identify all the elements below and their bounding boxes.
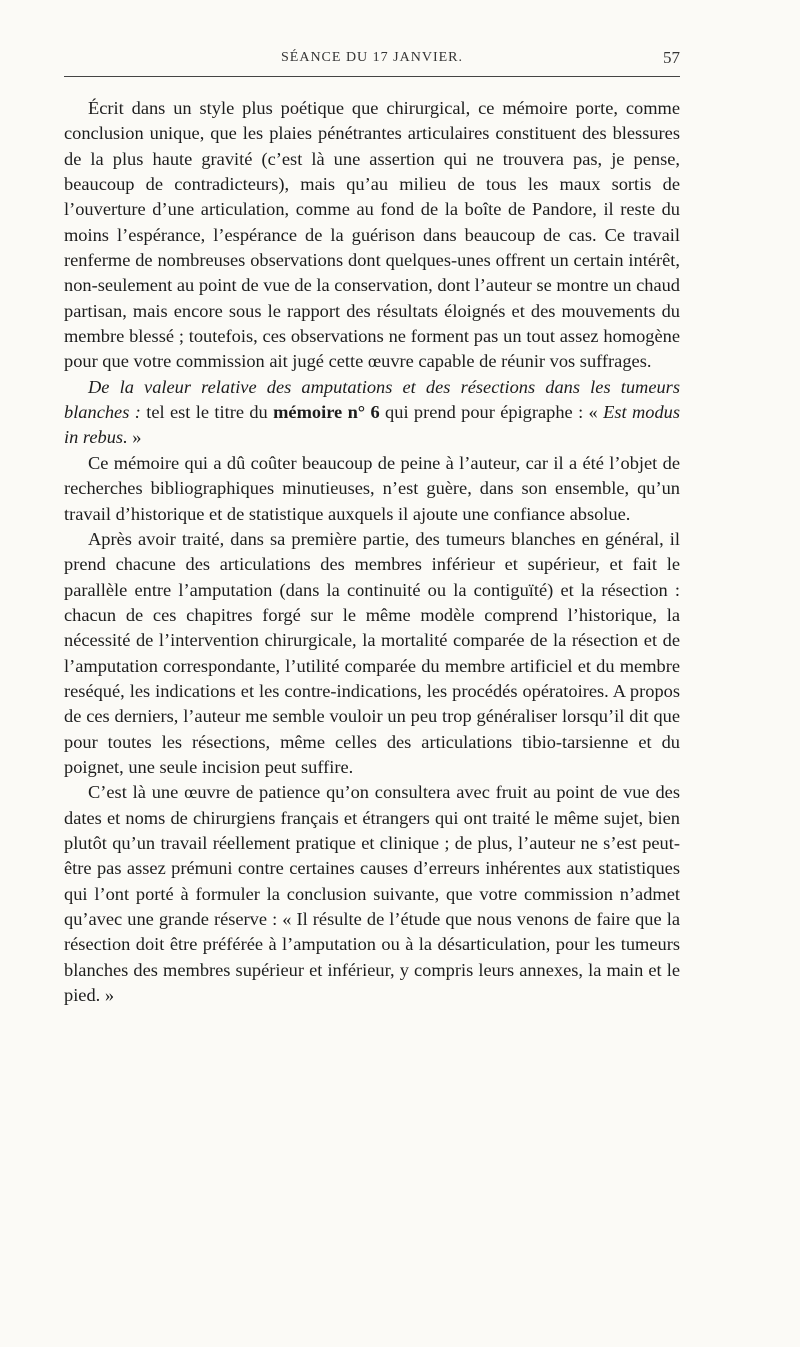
memoir-number: mémoire n° 6 xyxy=(273,402,380,423)
paragraph-2 xyxy=(64,375,680,451)
paragraph-2-text-b: qui prend pour épigraphe : « xyxy=(379,402,604,423)
paragraph-5: C’est là une œuvre de patience qu’on consultera avec fruit au point de vue des dates et noms de chirurgiens français et étrangers qui ont traité le même sujet, bien plutôt qu’un travail réellement pratique et clinique ; de plus, l’auteur ne s’est peut-être pas assez prémuni contre certaines causes d’erreurs inhérentes aux statistiques qui l’ont porté à formuler la conclusion suivante, que votre commission n’admet qu’avec une grande réserve : « Il résulte de l’étude que nous venons de faire que la résection doit être préférée à l’amputation ou à la désarticulation, pour les tumeurs blanches des membres supérieur et inférieur, y compris leurs annexes, la main et le pied. » xyxy=(64,782,680,1006)
paragraph-2-closing: » xyxy=(127,427,142,448)
page-number: 57 xyxy=(663,48,680,67)
memoir-title: De la valeur relative des amputations et des résections dans les tumeurs blanches : xyxy=(64,376,680,423)
running-head xyxy=(64,50,680,74)
running-title: SÉANCE DU 17 JANVIER. xyxy=(281,50,463,65)
paragraph-2-text-a: tel est le titre du xyxy=(140,402,274,423)
epigraph: Est modus in rebus. xyxy=(64,402,680,448)
paragraph-1: Écrit dans un style plus poétique que chirurgical, ce mémoire porte, comme conclusion unique, que les plaies pénétrantes articulaires constituent des blessures de la plus haute gravité (c’est là une assertion qui ne trouvera pas, je pense, beaucoup de contradicteurs), mais qu’au milieu de tous les maux sortis de l’ouverture d’une articulation, comme au fond de la boîte de Pandore, il reste du moins l’espérance, l’espérance de la guérison dans beaucoup de cas. Ce travail renferme de nombreuses observations dont quelques-unes offrent un certain intérêt, non-seulement au point de vue de la conservation, dont l’auteur se montre un chaud partisan, mais encore sous le rapport des résultats éloignés et des mouvements du membre blessé ; toutefois, ces observations ne forment pas un tout assez homogène pour que votre commission ait jugé cette œuvre capable de réunir vos suffrages. xyxy=(64,98,680,372)
paragraph-4: Après avoir traité, dans sa première partie, des tumeurs blanches en général, il prend chacune des articulations des membres inférieur et supérieur, et fait le parallèle entre l’amputation (dans la continuité ou la contiguïté) et la résection : chacun de ces chapitres forgé sur le même modèle comprend l’historique, la nécessité de l’intervention chirurgicale, la mortalité comparée de la résection et de l’amputation correspondante, l’utilité comparée du membre artificiel et du membre reséqué, les indications et les contre-indications, les procédés opératoires. A propos de ces derniers, l’auteur me semble vouloir un peu trop généraliser lorsqu’il dit que pour toutes les résections, même celles des articulations tibio-tarsienne et du poignet, une seule incision peut suffire. xyxy=(64,528,680,777)
header-rule xyxy=(64,76,680,77)
paragraph-3: Ce mémoire qui a dû coûter beaucoup de peine à l’auteur, car il a été l’objet de recherches bibliographiques minutieuses, n’est guère, dans son ensemble, qu’un travail d’historique et de statistique auxquels il ajoute une confiance absolue. xyxy=(64,452,680,524)
body-text xyxy=(64,96,680,1008)
